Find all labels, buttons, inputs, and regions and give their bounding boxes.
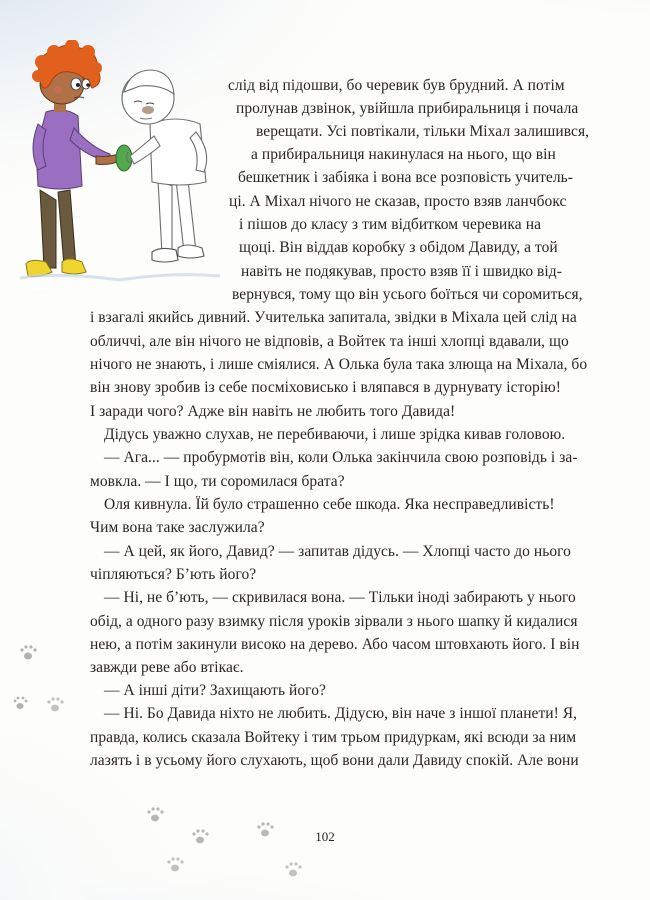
text-line: вернувся, тому що він усього боїться чи соромиться, [232, 286, 583, 303]
text-line: щоці. Він віддав коробку з обідом Давиду, а той [239, 239, 558, 256]
paw-print-icon [40, 690, 70, 720]
text-line: ці. А Міхал нічого не сказав, просто взяв ланчбокс [229, 193, 567, 210]
text-line: нічого не знають, і лише сміялися. А Олька була така злюща на Міхала, бо [90, 356, 588, 373]
text-line: Чим вона таке заслужила? [90, 519, 265, 536]
text-line: мовкла. — І що, ти соромилася брата? [90, 473, 345, 490]
text-line: і пішов до класу з тим відбитком черевика на [239, 216, 541, 233]
text-line: — Ні. Бо Давида ніхто не любить. Дідусю, він наче з іншої планети! Я, [104, 705, 578, 722]
text-line: лазять і в усьому його слухають, щоб вони дали Давиду спокій. Але вони [90, 752, 579, 769]
lunchbox [116, 145, 132, 171]
text-line: навіть не подякував, просто взяв її і швидко від- [241, 263, 562, 280]
text-line: і взагалі якийсь дивний. Учителька запитала, звідки в Міхала цей слід на [90, 309, 577, 326]
text-line: верещати. Усі повтікали, тільки Міхал залишився, [256, 123, 590, 140]
text-line: чіпляються? Б’ють його? [90, 566, 257, 583]
text-line: а прибиральниця накинулася на нього, що він [251, 146, 556, 163]
paw-print-icon [160, 850, 190, 880]
text-line: І заради чого? Адже він навіть не любить того Давида! [90, 403, 456, 420]
text-line: бешкетник і забіяка і вона все розповість учитель- [238, 169, 573, 186]
text-line: слід від підошви, бо черевик був брудний. А потім [228, 77, 565, 94]
boy-white-hoodie [122, 70, 207, 262]
text-line: — Ні, не б’ють, — скривилася вона. — Тільки іноді забирають у нього [104, 589, 576, 606]
text-line: нею, а потім закинули високо на дерево. Або часом штовхають його. І він [90, 636, 580, 653]
text-line: — А інші діти? Захищають його? [104, 682, 326, 699]
text-line: правда, колись сказала Войтеку і тим трьом придуркам, які всюди за ним [90, 729, 577, 746]
paw-print-icon [185, 822, 215, 852]
paw-print-icon [278, 855, 308, 885]
boy-orange-hair [26, 40, 124, 290]
text-line: — А цей, як його, Давид? — запитав дідусь. — Хлопці часто до нього [104, 543, 571, 560]
text-line: обличчі, але він нічого не відповів, а Войтек та інші хлопці вдавали, що [90, 333, 569, 350]
text-line: Оля кивнула. Їй було страшенно себе шкода. Яка несправедливість! [104, 496, 555, 513]
paw-print-icon [140, 800, 170, 830]
text-line: пролунав дзвінок, увійшла прибиральниця і почала [236, 100, 579, 117]
text-line: Дідусь уважно слухав, не перебиваючи, і лише зрідка кивав головою. [104, 426, 566, 443]
page-number: 102 [315, 829, 335, 844]
illustration-two-boys [0, 40, 240, 290]
text-line: завжди реве або втікає. [90, 659, 244, 676]
text-line: він знову зробив із себе посміховисько і вляпався в дурнувату історію! [90, 379, 561, 396]
text-line: — Ага... — пробурмотів він, коли Олька закінчила свою розповідь і за- [104, 449, 578, 466]
text-line: обід, а одного разу взимку після уроків зірвали з нього шапку й кидалися [90, 613, 578, 630]
paw-print-icon [250, 815, 280, 845]
